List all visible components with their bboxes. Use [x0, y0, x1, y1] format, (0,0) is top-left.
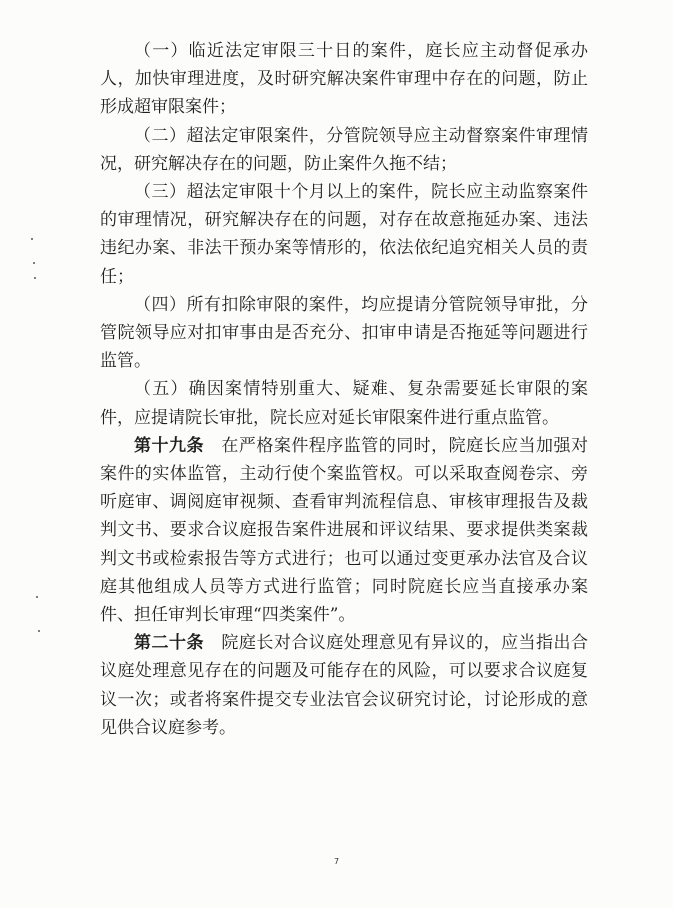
paragraph-text: （一）临近法定审限三十日的案件，庭长应主动督促承办人，加快审理进度，及时研究解决案件审理中存在的问题，防止形成超审限案件；	[100, 41, 588, 118]
paragraph-3	[100, 178, 588, 291]
scan-speck	[34, 277, 36, 279]
page-number: 7	[333, 857, 340, 866]
scan-speck	[38, 630, 40, 632]
paragraph-text: （二）超法定审限案件，分管院领导应主动督察案件审理情况，研究解决存在的问题，防止案件久拖不结；	[100, 125, 588, 174]
article-text: 在严格案件程序监管的同时，院庭长应当加强对案件的实体监管，主动行使个案监管权。可以采取查阅卷宗、旁听庭审、调阅庭审视频、查看审判流程信息、审核审理报告及裁判文书、要求合议庭报告案件进展和评议结果、要求提供类案裁判文书或检索报告等方式进行；也可以通过变更承办法官及合议庭其他组成人员等方式进行监管；同时院庭长应当直接承办案件、担任审判长审理“四类案件”。	[100, 435, 589, 626]
paragraph-text: （四）所有扣除审限的案件，均应提请分管院领导审批，分管院领导应对扣审事由是否充分、扣审申请是否拖延等问题进行监管。	[100, 294, 588, 372]
scan-speck	[33, 262, 35, 264]
article-19	[100, 432, 588, 629]
article-20	[100, 629, 588, 742]
paragraph-1	[100, 37, 588, 122]
paragraph-4	[100, 291, 588, 376]
paragraph-2	[100, 122, 588, 178]
scan-speck	[31, 238, 33, 240]
document-body	[100, 37, 588, 742]
paragraph-5	[100, 375, 588, 431]
article-heading: 第二十条	[134, 633, 204, 654]
article-heading: 第十九条	[134, 435, 204, 456]
article-text: 院庭长对合议庭处理意见有异议的，应当指出合议庭处理意见存在的问题及可能存在的风险，可以要求合议庭复议一次；或者将案件提交专业法官会议研究讨论，讨论形成的意见供合议庭参考。	[100, 633, 589, 738]
scan-speck	[36, 596, 38, 598]
paragraph-text: （三）超法定审限十个月以上的案件，院长应主动监察案件的审理情况，研究解决存在的问题，对存在故意拖延办案、违法违纪办案、非法干预办案等情形的，依法依纪追究相关人员的责任；	[100, 182, 588, 287]
paragraph-text: （五）确因案情特别重大、疑难、复杂需要延长审限的案件，应提请院长审批，院长应对延长审限案件进行重点监管。	[100, 379, 588, 428]
